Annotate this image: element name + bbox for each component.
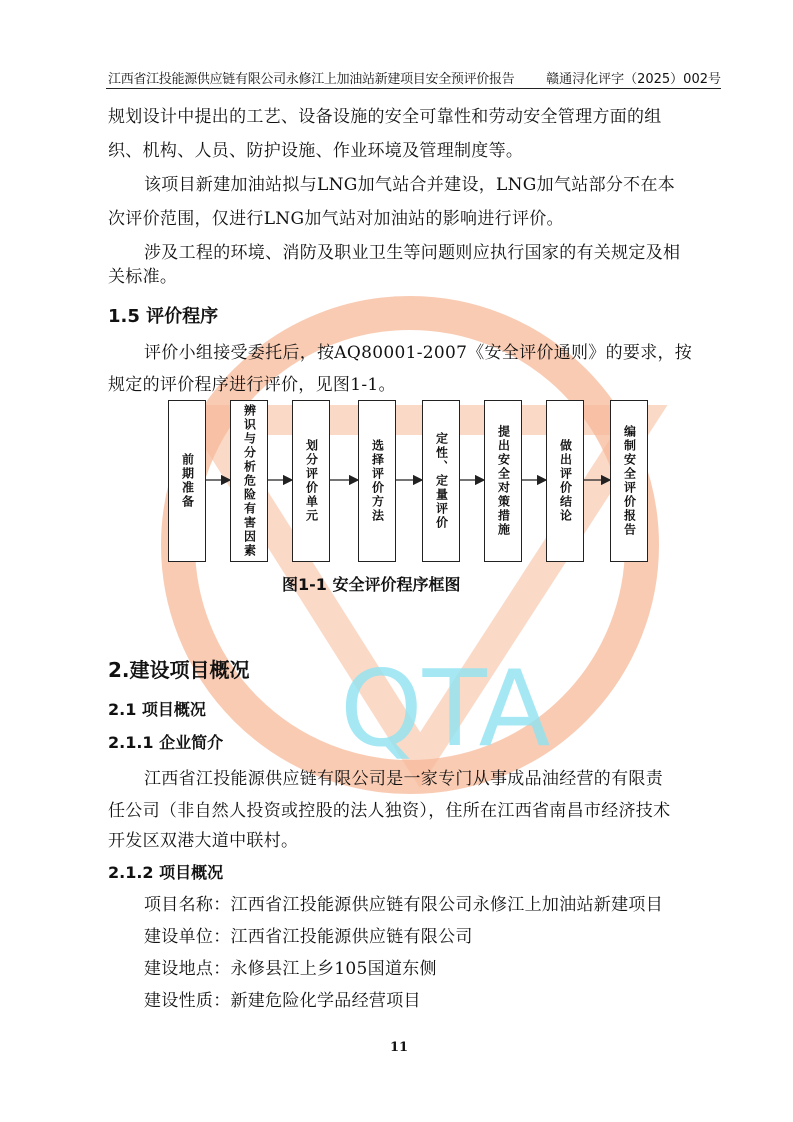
intro-line-5: 涉及工程的环境、消防及职业卫生等问题则应执行国家的有关规定及相: [144, 243, 681, 263]
section-1-5-line-1: 评价小组接受委托后，按AQ80001-2007《安全评价通则》的要求，按: [144, 343, 693, 363]
project-item-name: 项目名称：江西省江投能源供应链有限公司永修江上加油站新建项目: [144, 895, 663, 915]
intro-line-2: 织、机构、人员、防护设施、作业环境及管理制度等。: [108, 141, 524, 161]
flow-step-2: 辨识与分析危险有害因素: [230, 400, 268, 562]
project-item-nature: 建设性质：新建危险化学品经营项目: [144, 991, 421, 1011]
intro-line-6: 关标准。: [108, 267, 178, 287]
flow-step-3: 划分评价单元: [292, 400, 330, 562]
header-report-number: 赣通浔化评字（2025）002号: [546, 72, 721, 87]
section-2-1-1-heading: 2.1.1 企业简介: [108, 733, 224, 752]
section-1-5-line-2: 规定的评价程序进行评价，见图1-1。: [108, 375, 396, 395]
project-item-unit: 建设单位：江西省江投能源供应链有限公司: [144, 927, 473, 947]
header-title: 江西省江投能源供应链有限公司永修江上加油站新建项目安全预评价报告: [108, 72, 515, 87]
company-line-3: 开发区双港大道中联村。: [108, 831, 299, 851]
flow-step-8: 编制安全评价报告: [610, 400, 648, 562]
figure-caption: 图1-1 安全评价程序框图: [282, 575, 461, 594]
watermark-letters: QTA: [340, 648, 551, 770]
section-1-5-heading: 1.5 评价程序: [108, 306, 219, 327]
flow-step-7: 做出评价结论: [546, 400, 584, 562]
section-2-1-2-heading: 2.1.2 项目概况: [108, 863, 224, 882]
flow-step-6: 提出安全对策措施: [484, 400, 522, 562]
intro-line-1: 规划设计中提出的工艺、设备设施的安全可靠性和劳动安全管理方面的组: [108, 107, 662, 127]
section-2-heading: 2.建设项目概况: [108, 658, 250, 682]
flow-step-4: 选择评价方法: [358, 400, 396, 562]
company-line-2: 任公司（非自然人投资或控股的法人独资），住所在江西省南昌市经济技术: [108, 801, 671, 821]
section-2-1-heading: 2.1 项目概况: [108, 700, 206, 719]
flow-step-1: 前期准备: [168, 400, 206, 562]
intro-line-4: 次评价范围，仅进行LNG加气站对加油站的影响进行评价。: [108, 209, 564, 229]
company-line-1: 江西省江投能源供应链有限公司是一家专门从事成品油经营的有限责: [144, 769, 663, 789]
flow-step-5: 定性、定量评价: [422, 400, 460, 562]
intro-line-3: 该项目新建加油站拟与LNG加气站合并建设，LNG加气站部分不在本: [144, 175, 676, 195]
project-item-location: 建设地点：永修县江上乡105国道东侧: [144, 959, 437, 979]
page-number: 11: [390, 1040, 409, 1055]
